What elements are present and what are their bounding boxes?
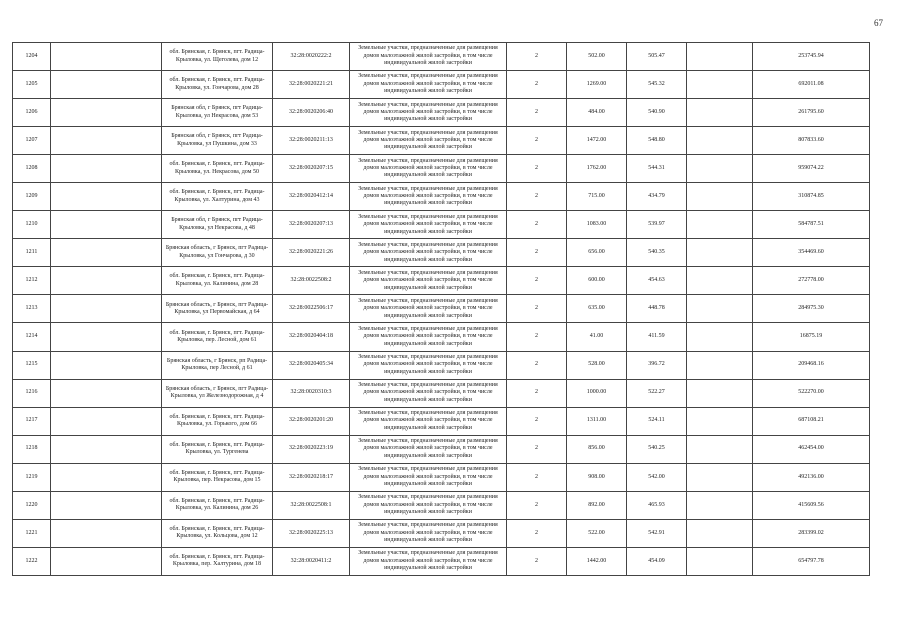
page-number: 67 — [874, 18, 883, 28]
cadastral-number-cell: 32:28:0022506:17 — [273, 295, 350, 323]
table-row — [13, 435, 870, 463]
unit-value-cell: 548.80 — [627, 127, 687, 155]
row-number-cell: 1215 — [13, 351, 51, 379]
cadastral-number-cell: 32:28:0020211:13 — [273, 127, 350, 155]
empty-cell — [51, 295, 162, 323]
permitted-use-cell: Земельные участки, предназначенные для размещения домов малоэтажной жилой застройки, в том числе индивидуальной жилой застройки — [350, 519, 507, 547]
empty-cell — [687, 71, 753, 99]
area-cell: 1311.00 — [567, 407, 627, 435]
empty-cell — [51, 463, 162, 491]
area-cell: 528.00 — [567, 351, 627, 379]
address-cell: обл. Брянская, г. Брянск, пгт. Радица-Крыловка, ул. Кольцова, дом 12 — [162, 519, 273, 547]
unit-value-cell: 540.90 — [627, 99, 687, 127]
unit-value-cell: 454.09 — [627, 547, 687, 575]
row-number-cell: 1214 — [13, 323, 51, 351]
permitted-use-cell: Земельные участки, предназначенные для размещения домов малоэтажной жилой застройки, в том числе индивидуальной жилой застройки — [350, 547, 507, 575]
cadastral-number-cell: 32:28:0020218:17 — [273, 463, 350, 491]
cadastral-number-cell: 32:28:0020222:2 — [273, 43, 350, 71]
unit-value-cell: 545.32 — [627, 71, 687, 99]
unit-value-cell: 544.31 — [627, 155, 687, 183]
empty-cell — [51, 183, 162, 211]
cadastral-number-cell: 32:28:0020223:19 — [273, 435, 350, 463]
table-body — [13, 43, 870, 576]
unit-value-cell: 434.79 — [627, 183, 687, 211]
land-plot-table — [12, 42, 870, 576]
area-cell: 635.00 — [567, 295, 627, 323]
empty-cell — [51, 491, 162, 519]
table-row — [13, 295, 870, 323]
cadastral-number-cell: 32:28:0020405:34 — [273, 351, 350, 379]
unit-value-cell: 454.63 — [627, 267, 687, 295]
empty-cell — [687, 267, 753, 295]
empty-cell — [687, 99, 753, 127]
cadastral-value-cell: 522270.00 — [753, 379, 870, 407]
table-row — [13, 463, 870, 491]
row-number-cell: 1216 — [13, 379, 51, 407]
cadastral-number-cell: 32:28:0022508:1 — [273, 491, 350, 519]
empty-cell — [51, 547, 162, 575]
table-row — [13, 183, 870, 211]
table-row — [13, 99, 870, 127]
unit-value-cell: 411.59 — [627, 323, 687, 351]
area-cell: 502.00 — [567, 43, 627, 71]
empty-cell — [687, 211, 753, 239]
empty-cell — [51, 43, 162, 71]
category-cell: 2 — [507, 547, 567, 575]
empty-cell — [687, 407, 753, 435]
empty-cell — [51, 267, 162, 295]
permitted-use-cell: Земельные участки, предназначенные для размещения домов малоэтажной жилой застройки, в том числе индивидуальной жилой застройки — [350, 127, 507, 155]
unit-value-cell: 448.78 — [627, 295, 687, 323]
empty-cell — [687, 155, 753, 183]
area-cell: 908.00 — [567, 463, 627, 491]
category-cell: 2 — [507, 463, 567, 491]
address-cell: обл. Брянская, г. Брянск, пгт. Радица-Крыловка, ул. Халтурина, дом 43 — [162, 183, 273, 211]
category-cell: 2 — [507, 43, 567, 71]
row-number-cell: 1207 — [13, 127, 51, 155]
empty-cell — [687, 463, 753, 491]
row-number-cell: 1212 — [13, 267, 51, 295]
address-cell: Брянская обл, г Брянск, пгт Радица-Крыловка, ул Пушкина, дом 33 — [162, 127, 273, 155]
row-number-cell: 1222 — [13, 547, 51, 575]
permitted-use-cell: Земельные участки, предназначенные для размещения домов малоэтажной жилой застройки, в том числе индивидуальной жилой застройки — [350, 463, 507, 491]
table-row — [13, 379, 870, 407]
unit-value-cell: 539.97 — [627, 211, 687, 239]
table-row — [13, 239, 870, 267]
cadastral-number-cell: 32:28:0020404:18 — [273, 323, 350, 351]
empty-cell — [51, 127, 162, 155]
empty-cell — [51, 323, 162, 351]
row-number-cell: 1217 — [13, 407, 51, 435]
unit-value-cell: 505.47 — [627, 43, 687, 71]
cadastral-value-cell: 959074.22 — [753, 155, 870, 183]
table-row — [13, 547, 870, 575]
area-cell: 1762.00 — [567, 155, 627, 183]
cadastral-number-cell: 32:28:0020310:3 — [273, 379, 350, 407]
empty-cell — [687, 547, 753, 575]
address-cell: обл. Брянская, г. Брянск, пгт. Радица-Крыловка, ул. Тургенева — [162, 435, 273, 463]
cadastral-value-cell: 415609.56 — [753, 491, 870, 519]
table-row — [13, 407, 870, 435]
empty-cell — [51, 71, 162, 99]
table-row — [13, 211, 870, 239]
permitted-use-cell: Земельные участки, предназначенные для размещения домов малоэтажной жилой застройки, в том числе индивидуальной жилой застройки — [350, 491, 507, 519]
unit-value-cell: 522.27 — [627, 379, 687, 407]
category-cell: 2 — [507, 239, 567, 267]
empty-cell — [687, 127, 753, 155]
cadastral-number-cell: 32:28:0020207:15 — [273, 155, 350, 183]
unit-value-cell: 542.91 — [627, 519, 687, 547]
permitted-use-cell: Земельные участки, предназначенные для размещения домов малоэтажной жилой застройки, в том числе индивидуальной жилой застройки — [350, 323, 507, 351]
cadastral-value-cell: 253745.94 — [753, 43, 870, 71]
area-cell: 892.00 — [567, 491, 627, 519]
address-cell: обл. Брянская, г. Брянск, пгт. Радица-Крыловка, пер. Некрасова, дом 15 — [162, 463, 273, 491]
category-cell: 2 — [507, 127, 567, 155]
category-cell: 2 — [507, 99, 567, 127]
table-row — [13, 267, 870, 295]
permitted-use-cell: Земельные участки, предназначенные для размещения домов малоэтажной жилой застройки, в том числе индивидуальной жилой застройки — [350, 295, 507, 323]
unit-value-cell: 542.00 — [627, 463, 687, 491]
area-cell: 656.00 — [567, 239, 627, 267]
cadastral-value-cell: 354469.60 — [753, 239, 870, 267]
unit-value-cell: 465.93 — [627, 491, 687, 519]
permitted-use-cell: Земельные участки, предназначенные для размещения домов малоэтажной жилой застройки, в том числе индивидуальной жилой застройки — [350, 239, 507, 267]
empty-cell — [51, 99, 162, 127]
row-number-cell: 1221 — [13, 519, 51, 547]
empty-cell — [687, 239, 753, 267]
area-cell: 522.00 — [567, 519, 627, 547]
row-number-cell: 1211 — [13, 239, 51, 267]
cadastral-number-cell: 32:28:0020225:13 — [273, 519, 350, 547]
area-cell: 1083.00 — [567, 211, 627, 239]
row-number-cell: 1204 — [13, 43, 51, 71]
cadastral-value-cell: 807833.60 — [753, 127, 870, 155]
cadastral-value-cell: 584787.51 — [753, 211, 870, 239]
cadastral-number-cell: 32:28:0020411:2 — [273, 547, 350, 575]
area-cell: 41.00 — [567, 323, 627, 351]
table-row — [13, 519, 870, 547]
row-number-cell: 1218 — [13, 435, 51, 463]
cadastral-number-cell: 32:28:0020201:20 — [273, 407, 350, 435]
area-cell: 1269.00 — [567, 71, 627, 99]
area-cell: 1472.00 — [567, 127, 627, 155]
cadastral-value-cell: 310874.85 — [753, 183, 870, 211]
empty-cell — [51, 351, 162, 379]
row-number-cell: 1220 — [13, 491, 51, 519]
cadastral-value-cell: 462454.00 — [753, 435, 870, 463]
empty-cell — [687, 351, 753, 379]
cadastral-number-cell: 32:28:0020206:40 — [273, 99, 350, 127]
table-row — [13, 323, 870, 351]
address-cell: Брянская область, г Брянск, пгт Радица-Крыловка, ул Гончарова, д 30 — [162, 239, 273, 267]
area-cell: 1442.00 — [567, 547, 627, 575]
cadastral-number-cell: 32:28:0020221:26 — [273, 239, 350, 267]
permitted-use-cell: Земельные участки, предназначенные для размещения домов малоэтажной жилой застройки, в том числе индивидуальной жилой застройки — [350, 99, 507, 127]
table-row — [13, 491, 870, 519]
address-cell: Брянская область, г Брянск, рп Радица-Крыловка, пер Лесной, д 61 — [162, 351, 273, 379]
table-row — [13, 155, 870, 183]
cadastral-value-cell: 654797.78 — [753, 547, 870, 575]
area-cell: 1000.00 — [567, 379, 627, 407]
permitted-use-cell: Земельные участки, предназначенные для размещения домов малоэтажной жилой застройки, в том числе индивидуальной жилой застройки — [350, 155, 507, 183]
table-row — [13, 351, 870, 379]
row-number-cell: 1208 — [13, 155, 51, 183]
permitted-use-cell: Земельные участки, предназначенные для размещения домов малоэтажной жилой застройки, в том числе индивидуальной жилой застройки — [350, 71, 507, 99]
area-cell: 715.00 — [567, 183, 627, 211]
address-cell: Брянская область, г Брянск, пгт Радица-Крыловка, ул Первомайская, д 64 — [162, 295, 273, 323]
table-row — [13, 71, 870, 99]
empty-cell — [687, 183, 753, 211]
unit-value-cell: 540.25 — [627, 435, 687, 463]
area-cell: 600.00 — [567, 267, 627, 295]
row-number-cell: 1219 — [13, 463, 51, 491]
address-cell: обл. Брянская, г. Брянск, пгт. Радица-Крыловка, ул. Гончарова, дом 28 — [162, 71, 273, 99]
address-cell: обл. Брянская, г. Брянск, пгт. Радица-Крыловка, пер. Халтурина, дом 18 — [162, 547, 273, 575]
category-cell: 2 — [507, 155, 567, 183]
permitted-use-cell: Земельные участки, предназначенные для размещения домов малоэтажной жилой застройки, в том числе индивидуальной жилой застройки — [350, 351, 507, 379]
cadastral-value-cell: 16875.19 — [753, 323, 870, 351]
address-cell: обл. Брянская, г. Брянск, пгт. Радица-Крыловка, ул. Некрасова, дом 50 — [162, 155, 273, 183]
unit-value-cell: 396.72 — [627, 351, 687, 379]
empty-cell — [687, 43, 753, 71]
category-cell: 2 — [507, 407, 567, 435]
cadastral-number-cell: 32:28:0022508:2 — [273, 267, 350, 295]
cadastral-number-cell: 32:28:0020412:14 — [273, 183, 350, 211]
address-cell: Брянская обл, г Брянск, пгт Радица-Крыловка, ул Некрасова, д 48 — [162, 211, 273, 239]
cadastral-number-cell: 32:28:0020207:13 — [273, 211, 350, 239]
cadastral-value-cell: 687108.21 — [753, 407, 870, 435]
cadastral-value-cell: 692011.08 — [753, 71, 870, 99]
row-number-cell: 1209 — [13, 183, 51, 211]
category-cell: 2 — [507, 323, 567, 351]
category-cell: 2 — [507, 295, 567, 323]
unit-value-cell: 540.35 — [627, 239, 687, 267]
cadastral-value-cell: 261795.60 — [753, 99, 870, 127]
table-row — [13, 127, 870, 155]
empty-cell — [51, 379, 162, 407]
address-cell: обл. Брянская, г. Брянск, пгт. Радица-Крыловка, ул. Горького, дом 66 — [162, 407, 273, 435]
category-cell: 2 — [507, 267, 567, 295]
row-number-cell: 1206 — [13, 99, 51, 127]
permitted-use-cell: Земельные участки, предназначенные для размещения домов малоэтажной жилой застройки, в том числе индивидуальной жилой застройки — [350, 43, 507, 71]
category-cell: 2 — [507, 183, 567, 211]
permitted-use-cell: Земельные участки, предназначенные для размещения домов малоэтажной жилой застройки, в том числе индивидуальной жилой застройки — [350, 435, 507, 463]
row-number-cell: 1205 — [13, 71, 51, 99]
permitted-use-cell: Земельные участки, предназначенные для размещения домов малоэтажной жилой застройки, в том числе индивидуальной жилой застройки — [350, 407, 507, 435]
empty-cell — [687, 295, 753, 323]
permitted-use-cell: Земельные участки, предназначенные для размещения домов малоэтажной жилой застройки, в том числе индивидуальной жилой застройки — [350, 183, 507, 211]
permitted-use-cell: Земельные участки, предназначенные для размещения домов малоэтажной жилой застройки, в том числе индивидуальной жилой застройки — [350, 211, 507, 239]
category-cell: 2 — [507, 379, 567, 407]
category-cell: 2 — [507, 491, 567, 519]
area-cell: 484.00 — [567, 99, 627, 127]
empty-cell — [51, 239, 162, 267]
empty-cell — [51, 519, 162, 547]
address-cell: обл. Брянская, г. Брянск, пгт. Радица-Крыловка, пер. Лесной, дом 61 — [162, 323, 273, 351]
permitted-use-cell: Земельные участки, предназначенные для размещения домов малоэтажной жилой застройки, в том числе индивидуальной жилой застройки — [350, 267, 507, 295]
empty-cell — [51, 155, 162, 183]
permitted-use-cell: Земельные участки, предназначенные для размещения домов малоэтажной жилой застройки, в том числе индивидуальной жилой застройки — [350, 379, 507, 407]
empty-cell — [687, 491, 753, 519]
row-number-cell: 1213 — [13, 295, 51, 323]
cadastral-value-cell: 272778.00 — [753, 267, 870, 295]
category-cell: 2 — [507, 351, 567, 379]
cadastral-value-cell: 209468.16 — [753, 351, 870, 379]
empty-cell — [687, 379, 753, 407]
empty-cell — [51, 407, 162, 435]
cadastral-value-cell: 492136.00 — [753, 463, 870, 491]
address-cell: обл. Брянская, г. Брянск, пгт. Радица-Крыловка, ул. Калинина, дом 26 — [162, 491, 273, 519]
address-cell: Брянская обл, г Брянск, пгт Радица-Крыловка, ул Некрасова, дом 53 — [162, 99, 273, 127]
table-row — [13, 43, 870, 71]
address-cell: обл. Брянская, г. Брянск, пгт. Радица-Крыловка, ул. Щеголева, дом 12 — [162, 43, 273, 71]
row-number-cell: 1210 — [13, 211, 51, 239]
area-cell: 856.00 — [567, 435, 627, 463]
address-cell: Брянская область, г Брянск, пгт Радица-Крыловка, ул Железнодорожная, д 4 — [162, 379, 273, 407]
empty-cell — [687, 519, 753, 547]
category-cell: 2 — [507, 211, 567, 239]
unit-value-cell: 524.11 — [627, 407, 687, 435]
cadastral-number-cell: 32:28:0020221:21 — [273, 71, 350, 99]
cadastral-value-cell: 284975.30 — [753, 295, 870, 323]
cadastral-value-cell: 283399.02 — [753, 519, 870, 547]
category-cell: 2 — [507, 71, 567, 99]
empty-cell — [687, 323, 753, 351]
empty-cell — [687, 435, 753, 463]
empty-cell — [51, 211, 162, 239]
category-cell: 2 — [507, 435, 567, 463]
category-cell: 2 — [507, 519, 567, 547]
empty-cell — [51, 435, 162, 463]
address-cell: обл. Брянская, г. Брянск, пгт. Радица-Крыловка, ул. Калинина, дом 28 — [162, 267, 273, 295]
